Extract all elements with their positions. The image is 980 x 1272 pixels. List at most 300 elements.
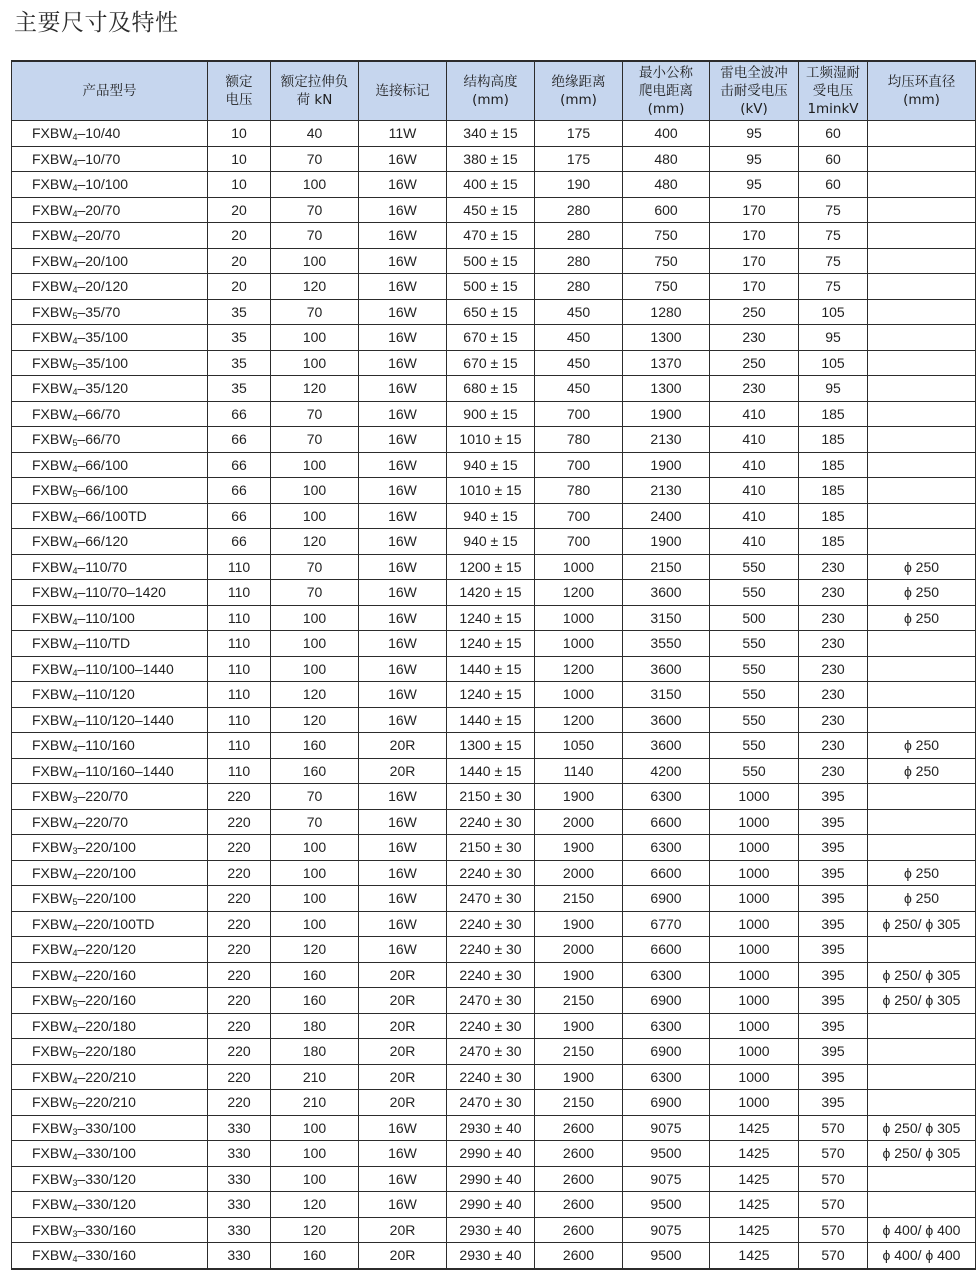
model-suffix: –66/100	[77, 482, 129, 499]
cell-rated-voltage: 220	[208, 886, 271, 912]
model-suffix: –20/70	[77, 201, 121, 218]
cell-structure-height: 2470 ± 30	[447, 988, 535, 1014]
cell-wet-withstand: 75	[799, 223, 868, 249]
cell-creepage-distance: 3150	[623, 605, 710, 631]
table-row	[12, 248, 976, 274]
cell-rated-voltage: 330	[208, 1166, 271, 1192]
cell-lightning-impulse: 1425	[710, 1243, 799, 1269]
cell-wet-withstand: 105	[799, 299, 868, 325]
cell-rated-voltage: 330	[208, 1243, 271, 1269]
cell-creepage-distance: 6600	[623, 809, 710, 835]
model-prefix: FXBW	[32, 966, 73, 983]
table-row	[12, 860, 976, 886]
cell-structure-height: 2470 ± 30	[447, 1039, 535, 1065]
cell-lightning-impulse: 1000	[710, 809, 799, 835]
cell-wet-withstand: 230	[799, 605, 868, 631]
cell-creepage-distance: 2400	[623, 503, 710, 529]
cell-lightning-impulse: 250	[710, 350, 799, 376]
model-subscript: 4	[72, 259, 78, 270]
cell-tensile-load: 100	[271, 503, 359, 529]
cell-rated-voltage: 220	[208, 835, 271, 861]
cell-connection-mark: 20R	[359, 1217, 447, 1243]
model-subscript: 4	[72, 208, 78, 219]
model-prefix: FXBW	[32, 1247, 73, 1264]
header-insulation-distance: 绝缘距离 (mm)	[535, 61, 623, 121]
model-prefix: FXBW	[32, 1068, 73, 1085]
model-suffix: –330/160	[77, 1221, 136, 1238]
cell-connection-mark: 20R	[359, 1064, 447, 1090]
cell-rated-voltage: 66	[208, 401, 271, 427]
cell-rated-voltage: 330	[208, 1115, 271, 1141]
model-prefix: FXBW	[32, 635, 73, 652]
model-prefix: FXBW	[32, 1145, 73, 1162]
cell-connection-mark: 16W	[359, 835, 447, 861]
model-prefix: FXBW	[32, 354, 73, 371]
model-prefix: FXBW	[32, 227, 73, 244]
cell-connection-mark: 16W	[359, 656, 447, 682]
cell-structure-height: 2240 ± 30	[447, 860, 535, 886]
cell-rated-voltage: 220	[208, 1039, 271, 1065]
cell-grading-ring	[868, 197, 976, 223]
cell-model	[12, 325, 208, 351]
cell-rated-voltage: 220	[208, 962, 271, 988]
cell-grading-ring	[868, 1090, 976, 1116]
cell-wet-withstand: 230	[799, 631, 868, 657]
cell-structure-height: 900 ± 15	[447, 401, 535, 427]
cell-insulation-distance: 2150	[535, 988, 623, 1014]
cell-grading-ring	[868, 1166, 976, 1192]
cell-creepage-distance: 6300	[623, 784, 710, 810]
table-header-row	[12, 61, 976, 121]
cell-rated-voltage: 220	[208, 1090, 271, 1116]
cell-tensile-load: 100	[271, 1166, 359, 1192]
table-row	[12, 656, 976, 682]
cell-model	[12, 146, 208, 172]
table-row	[12, 580, 976, 606]
model-suffix: –20/120	[77, 278, 129, 295]
cell-insulation-distance: 780	[535, 478, 623, 504]
cell-tensile-load: 70	[271, 223, 359, 249]
model-subscript: 4	[72, 718, 78, 729]
cell-tensile-load: 120	[271, 682, 359, 708]
cell-rated-voltage: 220	[208, 860, 271, 886]
cell-connection-mark: 16W	[359, 580, 447, 606]
cell-rated-voltage: 66	[208, 427, 271, 453]
cell-insulation-distance: 450	[535, 376, 623, 402]
model-prefix: FXBW	[32, 1094, 73, 1111]
cell-creepage-distance: 6770	[623, 911, 710, 937]
cell-rated-voltage: 110	[208, 605, 271, 631]
cell-grading-ring: ϕ 250/ ϕ 305	[868, 911, 976, 937]
cell-structure-height: 2150 ± 30	[447, 784, 535, 810]
cell-grading-ring: ϕ 400/ ϕ 400	[868, 1217, 976, 1243]
table-row	[12, 758, 976, 784]
model-suffix: –220/210	[77, 1068, 136, 1085]
cell-rated-voltage: 66	[208, 452, 271, 478]
cell-structure-height: 380 ± 15	[447, 146, 535, 172]
cell-structure-height: 500 ± 15	[447, 274, 535, 300]
model-prefix: FXBW	[32, 303, 73, 320]
cell-tensile-load: 120	[271, 274, 359, 300]
table-row	[12, 121, 976, 147]
header-model: 产品型号	[12, 61, 208, 121]
table-row	[12, 427, 976, 453]
cell-insulation-distance: 700	[535, 452, 623, 478]
table-row	[12, 401, 976, 427]
header-wet-withstand: 工频湿耐 受电压 1minkV	[799, 61, 868, 121]
cell-insulation-distance: 2600	[535, 1192, 623, 1218]
cell-insulation-distance: 2150	[535, 886, 623, 912]
cell-connection-mark: 16W	[359, 707, 447, 733]
model-subscript: 3	[72, 1228, 78, 1239]
model-prefix: FXBW	[32, 1119, 73, 1136]
cell-connection-mark: 16W	[359, 1192, 447, 1218]
cell-lightning-impulse: 550	[710, 656, 799, 682]
table-row	[12, 1064, 976, 1090]
cell-model	[12, 733, 208, 759]
cell-model	[12, 427, 208, 453]
cell-wet-withstand: 60	[799, 172, 868, 198]
cell-tensile-load: 100	[271, 172, 359, 198]
cell-wet-withstand: 95	[799, 376, 868, 402]
cell-model	[12, 988, 208, 1014]
cell-rated-voltage: 10	[208, 146, 271, 172]
cell-wet-withstand: 185	[799, 401, 868, 427]
cell-model	[12, 937, 208, 963]
model-suffix: –330/120	[77, 1196, 136, 1213]
cell-grading-ring: ϕ 250	[868, 758, 976, 784]
cell-structure-height: 450 ± 15	[447, 197, 535, 223]
cell-model	[12, 503, 208, 529]
cell-wet-withstand: 570	[799, 1141, 868, 1167]
model-suffix: –220/180	[77, 1017, 136, 1034]
cell-structure-height: 680 ± 15	[447, 376, 535, 402]
cell-creepage-distance: 400	[623, 121, 710, 147]
cell-wet-withstand: 570	[799, 1192, 868, 1218]
cell-structure-height: 2240 ± 30	[447, 1064, 535, 1090]
table-row	[12, 350, 976, 376]
cell-grading-ring: ϕ 250/ ϕ 305	[868, 988, 976, 1014]
cell-lightning-impulse: 410	[710, 503, 799, 529]
header-connection-mark: 连接标记	[359, 61, 447, 121]
model-subscript: 4	[72, 642, 78, 653]
model-prefix: FXBW	[32, 456, 73, 473]
cell-rated-voltage: 330	[208, 1141, 271, 1167]
cell-tensile-load: 180	[271, 1013, 359, 1039]
cell-tensile-load: 120	[271, 707, 359, 733]
model-suffix: –66/100TD	[77, 507, 147, 524]
cell-model	[12, 580, 208, 606]
cell-wet-withstand: 395	[799, 962, 868, 988]
model-subscript: 5	[72, 1050, 78, 1061]
cell-lightning-impulse: 410	[710, 401, 799, 427]
table-row	[12, 197, 976, 223]
model-suffix: –220/180	[77, 1043, 136, 1060]
cell-connection-mark: 20R	[359, 962, 447, 988]
table-row	[12, 682, 976, 708]
model-subscript: 3	[72, 795, 78, 806]
cell-connection-mark: 16W	[359, 937, 447, 963]
cell-model	[12, 1141, 208, 1167]
model-prefix: FXBW	[32, 788, 73, 805]
cell-lightning-impulse: 230	[710, 376, 799, 402]
cell-structure-height: 1240 ± 15	[447, 631, 535, 657]
cell-grading-ring	[868, 427, 976, 453]
model-suffix: –66/70	[77, 431, 121, 448]
cell-insulation-distance: 2000	[535, 809, 623, 835]
cell-connection-mark: 16W	[359, 605, 447, 631]
model-suffix: –330/120	[77, 1170, 136, 1187]
cell-wet-withstand: 185	[799, 452, 868, 478]
cell-connection-mark: 16W	[359, 248, 447, 274]
cell-connection-mark: 16W	[359, 784, 447, 810]
cell-insulation-distance: 190	[535, 172, 623, 198]
cell-structure-height: 340 ± 15	[447, 121, 535, 147]
cell-insulation-distance: 1050	[535, 733, 623, 759]
cell-creepage-distance: 6900	[623, 988, 710, 1014]
cell-tensile-load: 100	[271, 478, 359, 504]
model-subscript: 4	[72, 1075, 78, 1086]
table-row	[12, 1141, 976, 1167]
cell-grading-ring: ϕ 250/ ϕ 305	[868, 962, 976, 988]
cell-connection-mark: 16W	[359, 197, 447, 223]
cell-insulation-distance: 280	[535, 223, 623, 249]
cell-insulation-distance: 280	[535, 197, 623, 223]
cell-tensile-load: 180	[271, 1039, 359, 1065]
cell-creepage-distance: 6300	[623, 1013, 710, 1039]
model-suffix: –330/160	[77, 1247, 136, 1264]
cell-grading-ring	[868, 401, 976, 427]
cell-insulation-distance: 450	[535, 325, 623, 351]
cell-grading-ring: ϕ 250/ ϕ 305	[868, 1141, 976, 1167]
model-prefix: FXBW	[32, 558, 73, 575]
cell-grading-ring	[868, 274, 976, 300]
cell-wet-withstand: 395	[799, 937, 868, 963]
cell-structure-height: 2470 ± 30	[447, 886, 535, 912]
cell-connection-mark: 16W	[359, 274, 447, 300]
cell-rated-voltage: 20	[208, 223, 271, 249]
cell-structure-height: 1440 ± 15	[447, 707, 535, 733]
cell-rated-voltage: 10	[208, 121, 271, 147]
cell-insulation-distance: 280	[535, 274, 623, 300]
cell-insulation-distance: 450	[535, 299, 623, 325]
cell-creepage-distance: 3550	[623, 631, 710, 657]
cell-structure-height: 2990 ± 40	[447, 1166, 535, 1192]
model-subscript: 4	[72, 285, 78, 296]
cell-wet-withstand: 230	[799, 656, 868, 682]
model-subscript: 3	[72, 846, 78, 857]
model-subscript: 5	[72, 361, 78, 372]
table-body	[12, 121, 976, 1269]
table-row	[12, 988, 976, 1014]
model-prefix: FXBW	[32, 762, 73, 779]
cell-creepage-distance: 1300	[623, 325, 710, 351]
model-subscript: 4	[72, 540, 78, 551]
model-suffix: –66/70	[77, 405, 121, 422]
model-prefix: FXBW	[32, 1221, 73, 1238]
cell-creepage-distance: 1280	[623, 299, 710, 325]
cell-structure-height: 1300 ± 15	[447, 733, 535, 759]
cell-insulation-distance: 1900	[535, 911, 623, 937]
cell-creepage-distance: 3150	[623, 682, 710, 708]
model-subscript: 5	[72, 438, 78, 449]
cell-lightning-impulse: 1425	[710, 1166, 799, 1192]
cell-lightning-impulse: 1000	[710, 1039, 799, 1065]
table-row	[12, 503, 976, 529]
cell-model	[12, 682, 208, 708]
cell-tensile-load: 100	[271, 835, 359, 861]
model-suffix: –66/100	[77, 456, 129, 473]
cell-model	[12, 350, 208, 376]
cell-tensile-load: 70	[271, 401, 359, 427]
cell-connection-mark: 16W	[359, 1115, 447, 1141]
cell-model	[12, 376, 208, 402]
cell-creepage-distance: 1370	[623, 350, 710, 376]
model-suffix: –110/70	[77, 558, 128, 575]
cell-model	[12, 121, 208, 147]
cell-grading-ring	[868, 478, 976, 504]
model-prefix: FXBW	[32, 711, 73, 728]
model-subscript: 4	[72, 463, 78, 474]
cell-tensile-load: 100	[271, 911, 359, 937]
cell-rated-voltage: 20	[208, 274, 271, 300]
model-subscript: 4	[72, 922, 78, 933]
model-suffix: –220/100	[77, 839, 136, 856]
cell-insulation-distance: 1000	[535, 605, 623, 631]
model-suffix: –220/100	[77, 890, 136, 907]
cell-wet-withstand: 570	[799, 1217, 868, 1243]
page-title: 主要尺寸及特性	[14, 10, 179, 36]
cell-model	[12, 1064, 208, 1090]
cell-creepage-distance: 6900	[623, 886, 710, 912]
cell-insulation-distance: 1900	[535, 1013, 623, 1039]
cell-connection-mark: 16W	[359, 401, 447, 427]
cell-connection-mark: 16W	[359, 478, 447, 504]
cell-rated-voltage: 35	[208, 299, 271, 325]
cell-grading-ring	[868, 503, 976, 529]
model-prefix: FXBW	[32, 482, 73, 499]
cell-creepage-distance: 6900	[623, 1090, 710, 1116]
cell-creepage-distance: 9500	[623, 1243, 710, 1269]
model-prefix: FXBW	[32, 1170, 73, 1187]
cell-creepage-distance: 480	[623, 146, 710, 172]
model-prefix: FXBW	[32, 609, 73, 626]
model-prefix: FXBW	[32, 584, 73, 601]
model-prefix: FXBW	[32, 941, 73, 958]
cell-lightning-impulse: 1425	[710, 1115, 799, 1141]
cell-model	[12, 172, 208, 198]
cell-creepage-distance: 6300	[623, 835, 710, 861]
cell-model	[12, 784, 208, 810]
cell-rated-voltage: 110	[208, 758, 271, 784]
cell-model	[12, 809, 208, 835]
cell-grading-ring	[868, 682, 976, 708]
cell-creepage-distance: 750	[623, 248, 710, 274]
model-suffix: –10/70	[77, 150, 121, 167]
cell-insulation-distance: 175	[535, 146, 623, 172]
cell-connection-mark: 20R	[359, 988, 447, 1014]
cell-rated-voltage: 20	[208, 197, 271, 223]
model-suffix: –220/70	[77, 788, 129, 805]
cell-connection-mark: 20R	[359, 758, 447, 784]
cell-wet-withstand: 570	[799, 1115, 868, 1141]
table-row	[12, 1192, 976, 1218]
cell-lightning-impulse: 1000	[710, 988, 799, 1014]
cell-tensile-load: 70	[271, 299, 359, 325]
cell-model	[12, 452, 208, 478]
cell-structure-height: 2470 ± 30	[447, 1090, 535, 1116]
model-suffix: –220/100	[77, 864, 136, 881]
cell-model	[12, 274, 208, 300]
cell-wet-withstand: 60	[799, 146, 868, 172]
table-row	[12, 784, 976, 810]
cell-creepage-distance: 1900	[623, 401, 710, 427]
model-prefix: FXBW	[32, 533, 73, 550]
cell-tensile-load: 70	[271, 146, 359, 172]
model-suffix: –110/120–1440	[77, 711, 174, 728]
cell-wet-withstand: 570	[799, 1243, 868, 1269]
model-subscript: 4	[72, 387, 78, 398]
cell-insulation-distance: 1200	[535, 707, 623, 733]
model-suffix: –110/70–1420	[77, 584, 166, 601]
cell-model	[12, 1243, 208, 1269]
cell-connection-mark: 20R	[359, 1090, 447, 1116]
cell-creepage-distance: 6300	[623, 962, 710, 988]
cell-model	[12, 707, 208, 733]
cell-grading-ring: ϕ 250	[868, 733, 976, 759]
model-subscript: 5	[72, 489, 78, 500]
cell-structure-height: 2990 ± 40	[447, 1192, 535, 1218]
table-row	[12, 937, 976, 963]
model-subscript: 3	[72, 1177, 78, 1188]
table-row	[12, 1013, 976, 1039]
model-prefix: FXBW	[32, 380, 73, 397]
model-prefix: FXBW	[32, 278, 73, 295]
cell-grading-ring	[868, 299, 976, 325]
model-subscript: 3	[72, 1126, 78, 1137]
cell-wet-withstand: 230	[799, 682, 868, 708]
cell-connection-mark: 16W	[359, 911, 447, 937]
cell-connection-mark: 16W	[359, 809, 447, 835]
cell-insulation-distance: 1900	[535, 962, 623, 988]
cell-creepage-distance: 2150	[623, 554, 710, 580]
cell-insulation-distance: 1900	[535, 1064, 623, 1090]
cell-structure-height: 670 ± 15	[447, 325, 535, 351]
model-suffix: –35/70	[77, 303, 121, 320]
cell-insulation-distance: 780	[535, 427, 623, 453]
cell-rated-voltage: 330	[208, 1192, 271, 1218]
model-prefix: FXBW	[32, 660, 73, 677]
model-prefix: FXBW	[32, 125, 73, 142]
cell-structure-height: 2930 ± 40	[447, 1217, 535, 1243]
cell-structure-height: 2930 ± 40	[447, 1115, 535, 1141]
cell-rated-voltage: 110	[208, 631, 271, 657]
model-prefix: FXBW	[32, 1196, 73, 1213]
cell-model	[12, 1192, 208, 1218]
model-subscript: 4	[72, 693, 78, 704]
cell-structure-height: 2990 ± 40	[447, 1141, 535, 1167]
cell-connection-mark: 16W	[359, 172, 447, 198]
cell-structure-height: 2240 ± 30	[447, 937, 535, 963]
cell-grading-ring	[868, 223, 976, 249]
cell-lightning-impulse: 250	[710, 299, 799, 325]
cell-insulation-distance: 700	[535, 529, 623, 555]
model-suffix: –66/120	[77, 533, 129, 550]
cell-lightning-impulse: 95	[710, 146, 799, 172]
cell-rated-voltage: 110	[208, 682, 271, 708]
cell-grading-ring	[868, 146, 976, 172]
cell-connection-mark: 16W	[359, 325, 447, 351]
